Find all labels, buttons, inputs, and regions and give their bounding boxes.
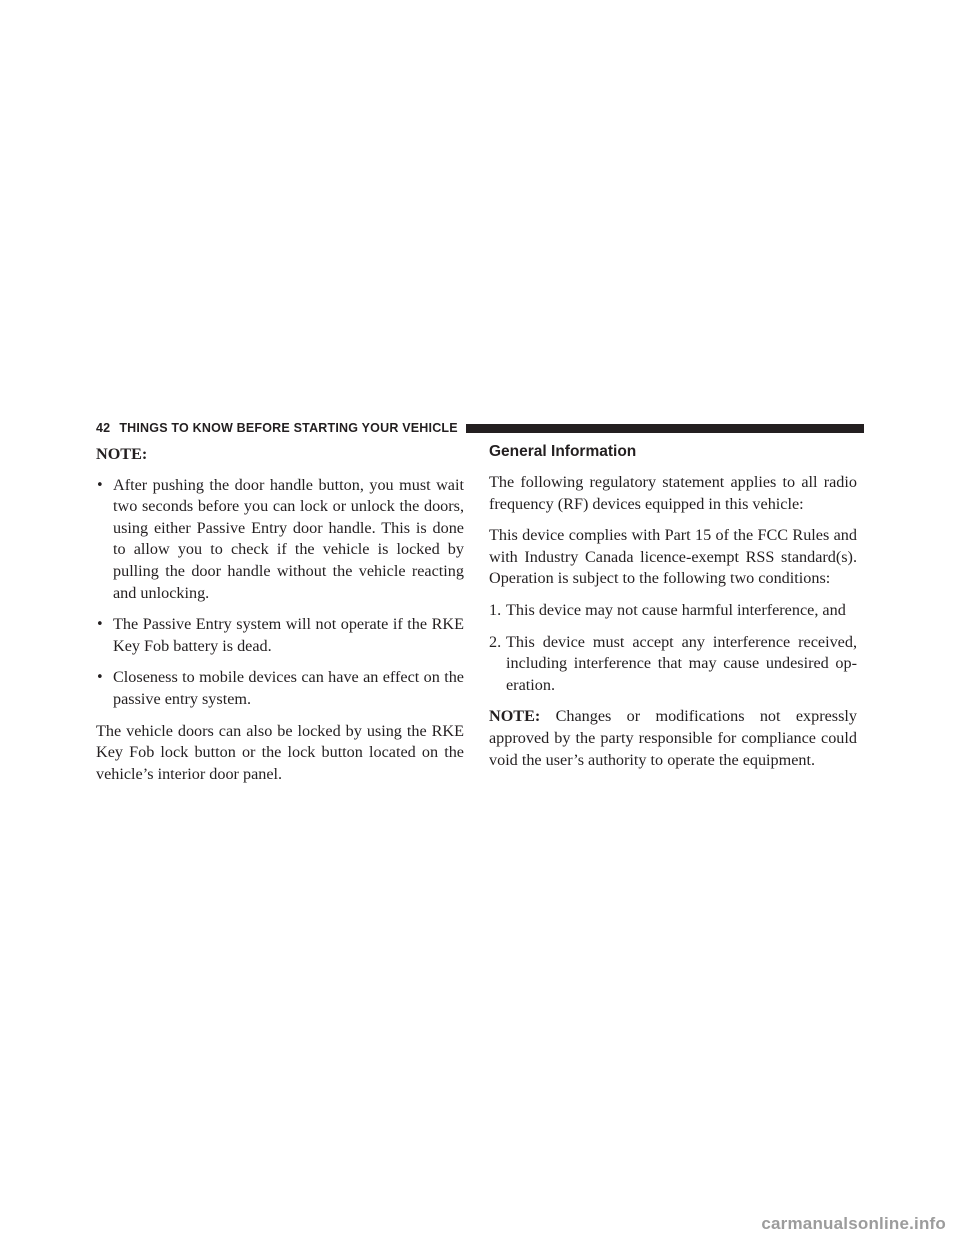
right-column — [489, 442, 857, 781]
bullet-text: Closeness to mobile devices can have an effect on the passive entry system. — [113, 668, 464, 708]
watermark: carmanualsonline.info — [761, 1214, 946, 1233]
item-text: This device must accept any interference received, including interference that may cause undesired op-eration. — [506, 632, 857, 694]
numbered-item — [489, 632, 857, 697]
bullet-text: The Passive Entry system will not operate if the RKE Key Fob battery is dead. — [113, 615, 464, 655]
bullet-text: After pushing the door handle button, you must wait two seconds before you can lock or unlock the doors, using either Passive Entry door handle. This is done to allow you to check if the vehicle is locked by pulling the door handle without the vehicle reacting and unlocking. — [113, 475, 464, 602]
bullet-icon: • — [96, 477, 104, 493]
note-paragraph — [489, 706, 857, 771]
section-heading: General Information — [489, 443, 637, 460]
left-column — [96, 442, 464, 795]
body-paragraph: The vehicle doors can also be locked by using the RKE Key Fob lock button or the lock button located on the vehicle’s interior door panel. — [96, 721, 464, 783]
page-number: 42 — [96, 421, 111, 435]
item-text: This device may not cause harmful interference, and — [506, 600, 846, 619]
numbered-item — [489, 600, 857, 622]
bullet-icon: • — [96, 670, 104, 686]
item-number: 2. — [489, 632, 502, 651]
note-label: NOTE: — [489, 707, 541, 726]
bullet-icon: • — [96, 617, 104, 633]
bullet-item — [96, 614, 464, 657]
page-header — [96, 418, 864, 438]
note-label: NOTE: — [96, 445, 148, 463]
item-number: 1. — [489, 600, 502, 619]
bullet-item — [96, 475, 464, 605]
section-title: THINGS TO KNOW BEFORE STARTING YOUR VEHICLE — [119, 421, 458, 435]
body-paragraph: The following regulatory statement applies to all radio frequency (RF) devices equipped in this vehicle: — [489, 473, 857, 513]
note-text: Changes or modifications not expressly approved by the party responsible for compliance could void the user’s authority to operate the equipment. — [489, 707, 857, 769]
header-rule — [466, 424, 864, 433]
bullet-item — [96, 667, 464, 710]
body-paragraph: This device complies with Part 15 of the FCC Rules and with Industry Canada licence-exempt RSS standard(s). Operation is subject to the following two conditions: — [489, 526, 857, 588]
